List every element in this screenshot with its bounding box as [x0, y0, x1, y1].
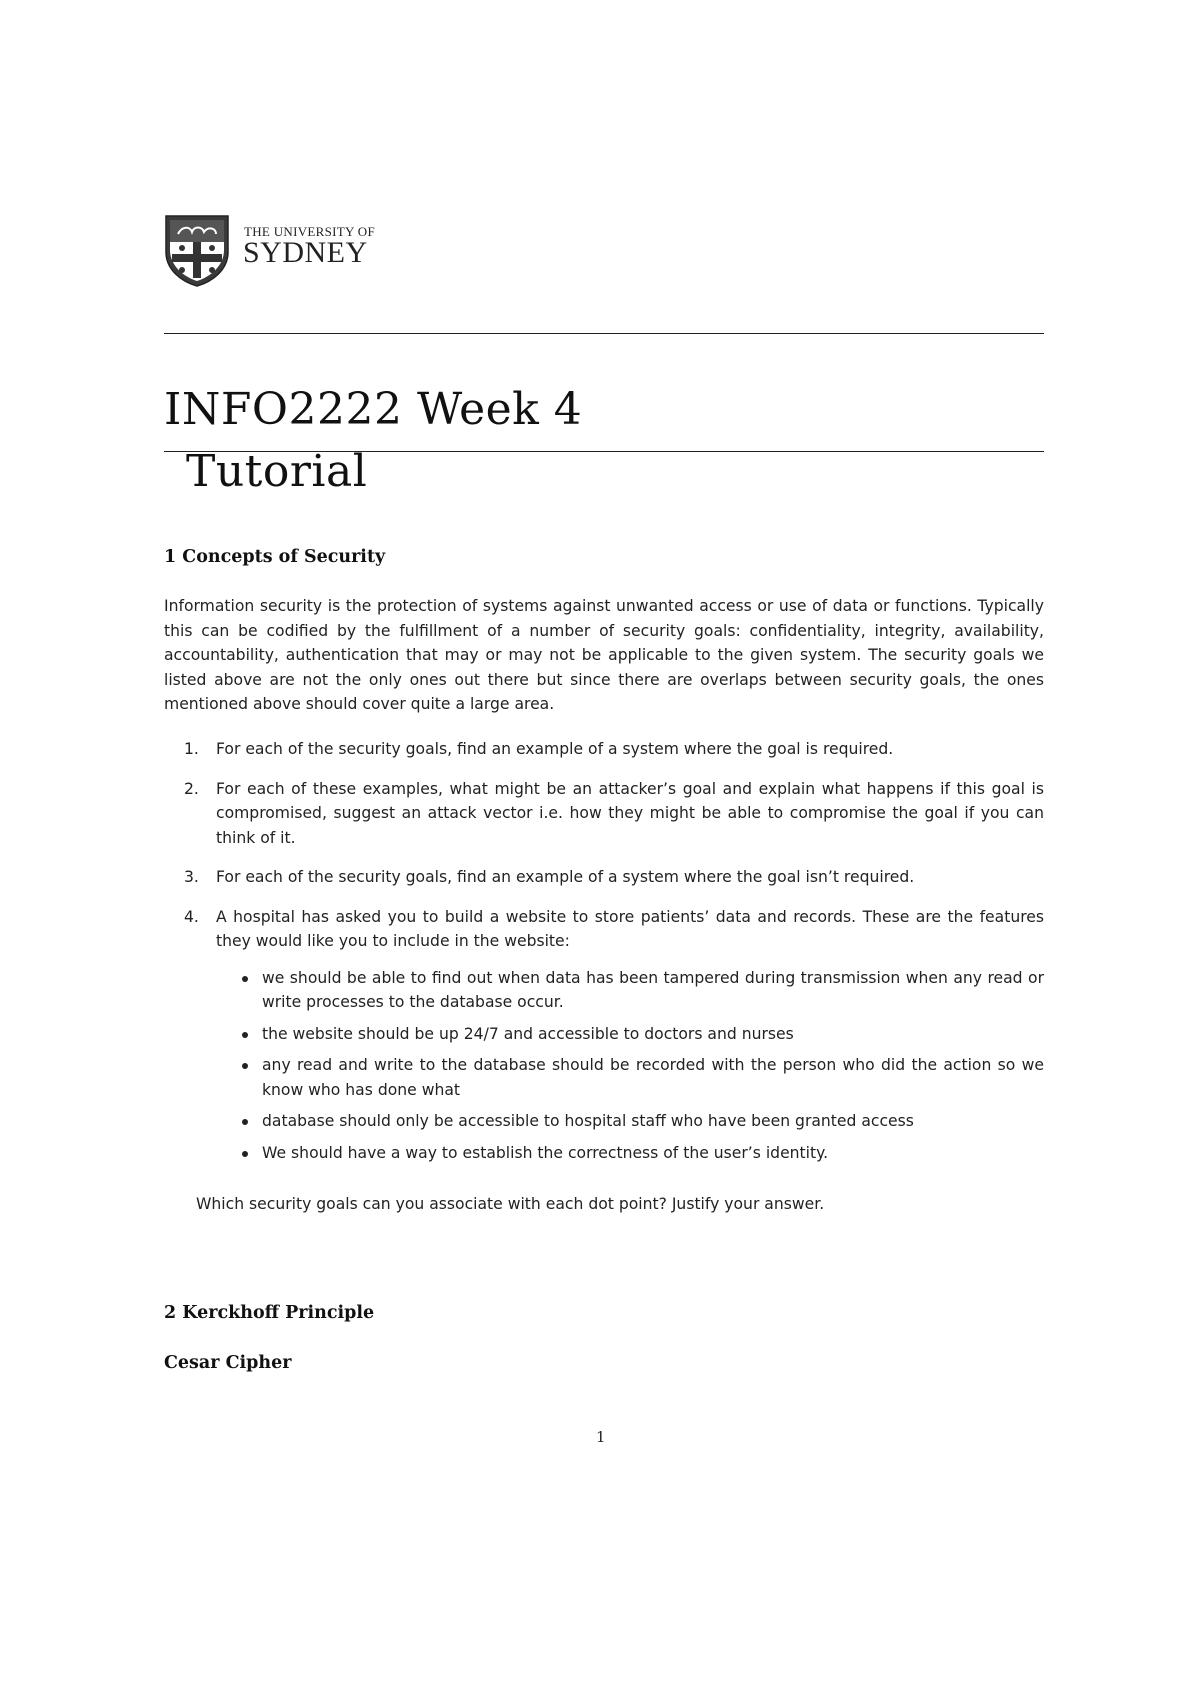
logo-university-of: THE UNIVERSITY OF: [244, 224, 375, 239]
bullet-text: any read and write to the database should be recorded with the person who did the action so we know who has done what: [262, 1056, 1044, 1099]
feature-bullet-list: [216, 966, 1044, 1166]
question-list: [164, 737, 1044, 1180]
question-item: [164, 905, 1044, 1166]
bullet-text: We should have a way to establish the correctness of the user’s identity.: [262, 1143, 829, 1162]
feature-bullet-item: [216, 1141, 1044, 1166]
closing-question: Which security goals can you associate with each dot point? Justify your answer.: [196, 1195, 825, 1213]
section-heading-kerckhoff-principle: 2 Kerckhoff Principle: [164, 1303, 375, 1323]
question-item: [164, 737, 1044, 762]
university-crest-icon: [164, 214, 230, 288]
question-number: 3.: [184, 868, 199, 886]
feature-bullet-item: [216, 966, 1044, 1015]
top-divider: [164, 333, 1044, 334]
question-item: [164, 865, 1044, 890]
feature-bullet-item: [216, 1053, 1044, 1102]
bullet-icon: [242, 976, 248, 982]
question-text: For each of the security goals, find an example of a system where the goal is required.: [216, 740, 894, 758]
question-item: [164, 777, 1044, 851]
section-heading-concepts-of-security: 1 Concepts of Security: [164, 547, 386, 567]
question-text: For each of the security goals, find an example of a system where the goal isn’t required.: [216, 868, 915, 886]
question-number: 1.: [184, 740, 199, 758]
section-intro-paragraph: Information security is the protection of systems against unwanted access or use of data or functions. Typically this can be codified by the fulfillment of a number of security goals: confidentiality, integrity, availability, accountability, authentication that may or may not be applicable to the given system. The security goals we listed above are not the only ones out there but since there are overlaps between security goals, the ones mentioned above should cover quite a large area.: [164, 597, 1044, 713]
question-number: 4.: [184, 907, 199, 926]
logo-sydney: SYDNEY: [243, 236, 368, 269]
bullet-icon: [242, 1032, 248, 1038]
bullet-text: database should only be accessible to hospital staff who have been granted access: [262, 1112, 914, 1130]
bullet-text: the website should be up 24/7 and accessible to doctors and nurses: [262, 1024, 794, 1043]
bullet-icon: [242, 1151, 248, 1157]
bullet-icon: [242, 1063, 248, 1069]
question-text: A hospital has asked you to build a website to store patients’ data and records. These are the features they would like you to include in the website:: [216, 907, 1044, 950]
university-logo: [164, 214, 374, 288]
bullet-icon: [242, 1119, 248, 1125]
feature-bullet-item: [216, 1109, 1044, 1134]
bullet-text: we should be able to find out when data has been tampered during transmission when any read or write processes to the database occur.: [262, 968, 1044, 1011]
subheading-cesar-cipher: Cesar Cipher: [164, 1353, 292, 1373]
question-text: For each of these examples, what might be an attacker’s goal and explain what happens if this goal is compromised, suggest an attack vector i.e. how they might be able to compromise the goal if you can think of it.: [216, 779, 1044, 847]
page-title-line2: Tutorial: [186, 446, 368, 497]
page-number: 1: [596, 1428, 606, 1446]
feature-bullet-item: [216, 1022, 1044, 1047]
page-title-line1: INFO2222 Week 4: [164, 384, 583, 435]
question-number: 2.: [184, 779, 199, 798]
